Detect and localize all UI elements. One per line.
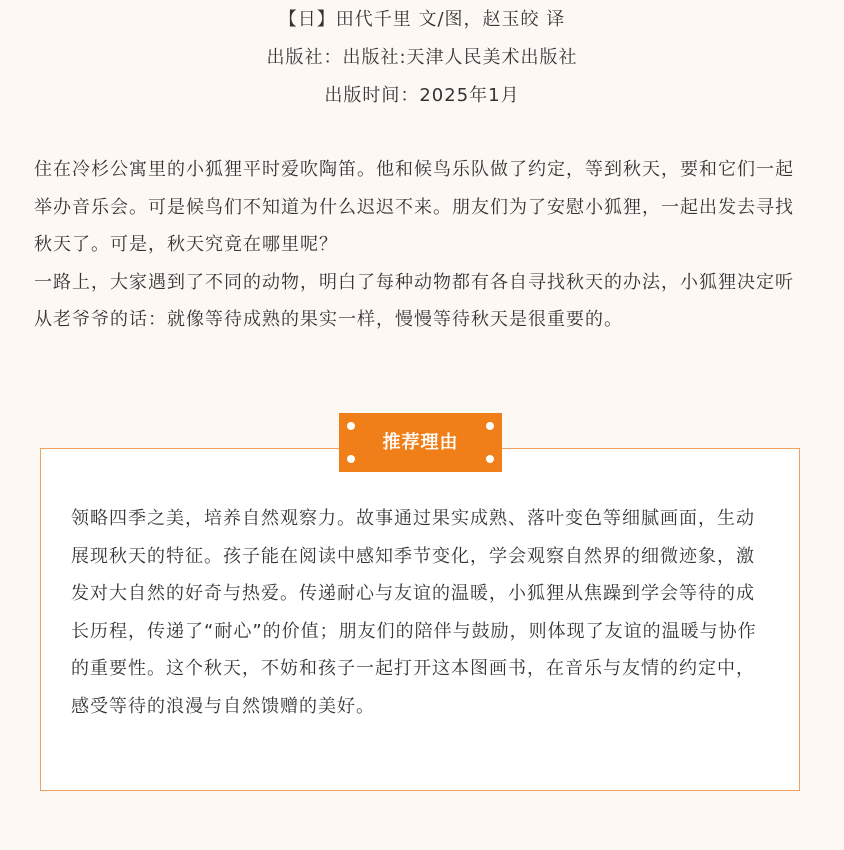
intro-paragraph: 一路上，大家遇到了不同的动物，明白了每种动物都有各自寻找秋天的办法，小狐狸决定听从老爷爷的话：就像等待成熟的果实一样，慢慢等待秋天是很重要的。 (34, 271, 794, 331)
book-intro (34, 151, 809, 339)
recommendation-text: 领略四季之美，培养自然观察力。故事通过果实成熟、落叶变色等细腻画面，生动展现秋天的特征。孩子能在阅读中感知季节变化，学会观察自然界的细微迹象，激发对大自然的好奇与热爱。传递耐心与友谊的温暖，小狐狸从焦躁到学会等待的成长历程，传递了“耐心”的价值；朋友们的陪伴与鼓励，则体现了友谊的温暖与协作的重要性。这个秋天，不妨和孩子一起打开这本图画书，在音乐与友情的约定中，感受等待的浪漫与自然馈赠的美好。 (71, 508, 757, 717)
book-authors: 【日】田代千里 文/图，赵玉皎 译 (278, 9, 566, 30)
intro-paragraph: 住在冷杉公寓里的小狐狸平时爱吹陶笛。他和候鸟乐队做了约定，等到秋天，要和它们一起举办音乐会。可是候鸟们不知道为什么迟迟不来。朋友们为了安慰小狐狸，一起出发去寻找秋天了。可是，秋天究竟在哪里呢？ (34, 159, 794, 256)
recommendation-title: 推荐理由 (382, 432, 459, 453)
book-publish-date: 出版时间：2025年1月 (324, 85, 520, 106)
recommendation-title-badge (339, 413, 502, 472)
book-publisher: 出版社：出版社:天津人民美术出版社 (266, 47, 578, 68)
